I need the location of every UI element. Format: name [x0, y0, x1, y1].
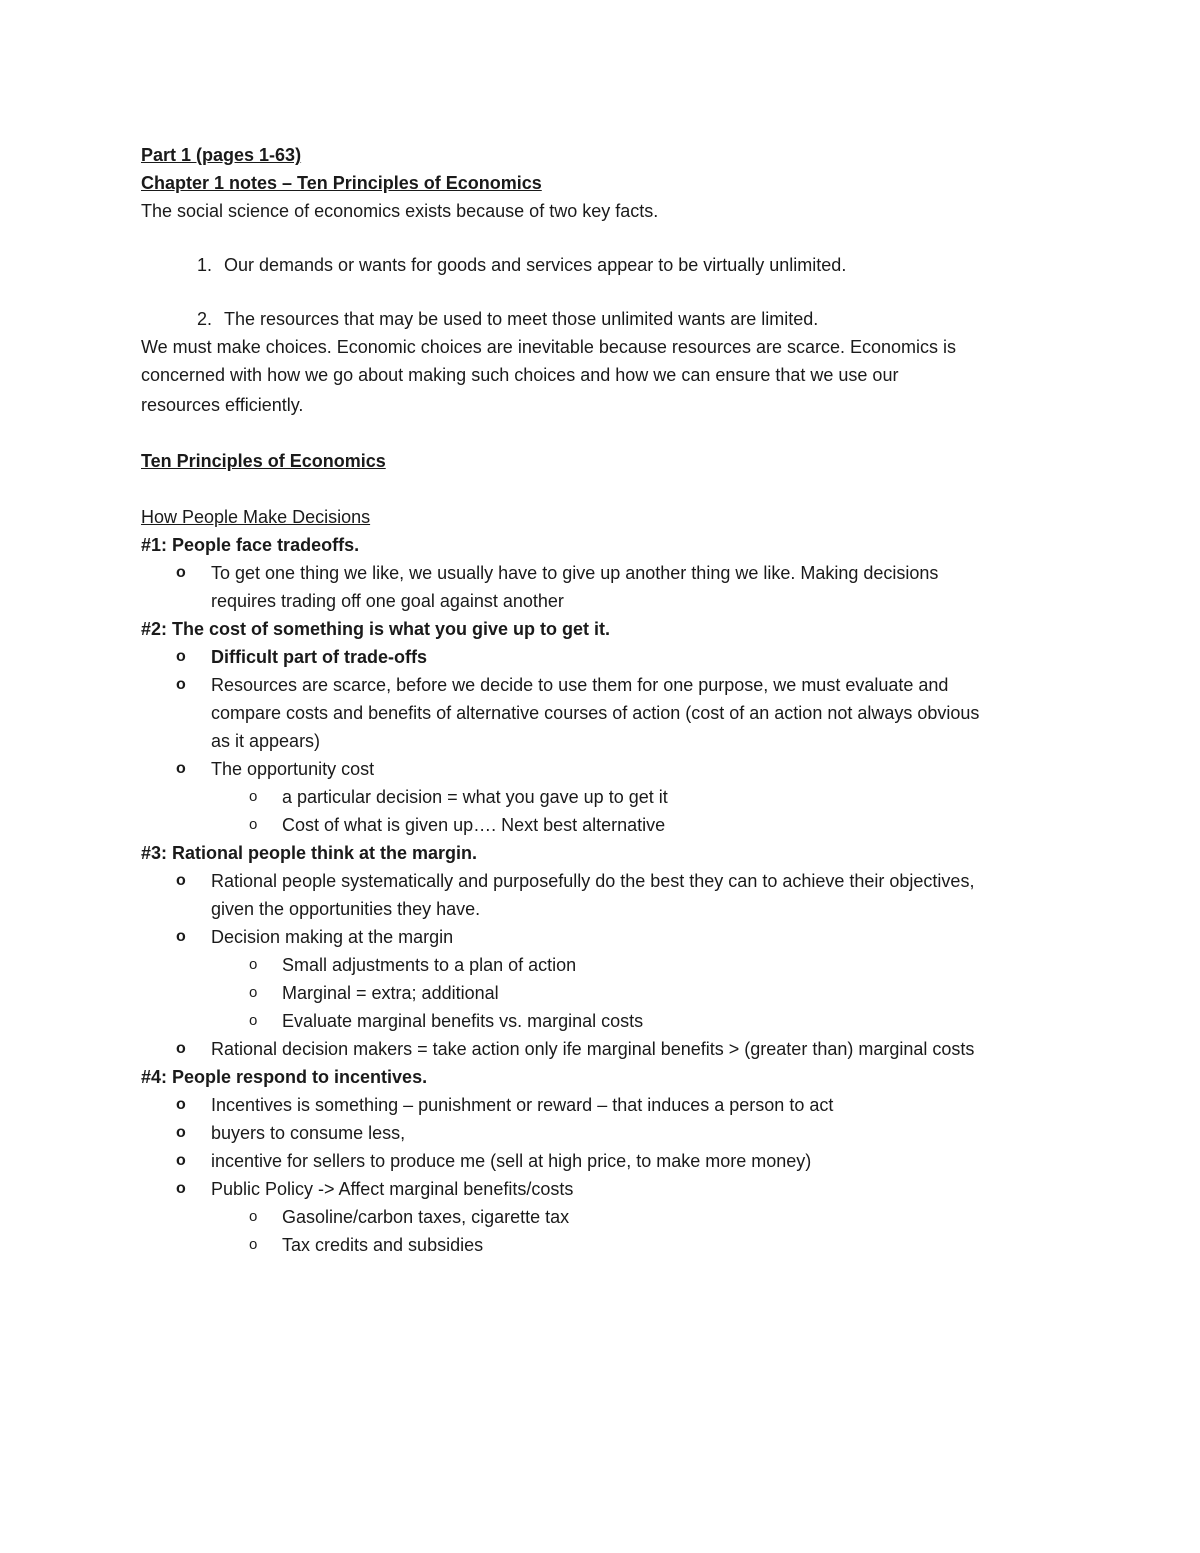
bullet-marker: o	[176, 872, 186, 889]
paragraph-line: concerned with how we go about making such choices and how we can ensure that we use our	[141, 365, 899, 385]
sub-bullet-marker: o	[249, 1012, 258, 1029]
numbered-item	[141, 305, 1071, 333]
bullet-marker: o	[176, 648, 186, 665]
bullet-item: o Decision making at the margin	[141, 923, 1071, 951]
paragraph-line: resources efficiently.	[141, 395, 304, 415]
bullet-item: o incentive for sellers to produce me (sell at high price, to make more money)	[141, 1147, 1071, 1175]
bullet-item: o Resources are scarce, before we decide to use them for one purpose, we must evaluate and	[141, 671, 1071, 699]
sub-bullet-item: o a particular decision = what you gave up to get it	[141, 783, 1071, 811]
bullet-marker: o	[176, 1040, 186, 1057]
sub-bullet-item: o Evaluate marginal benefits vs. marginal costs	[141, 1007, 1071, 1035]
bullet-item: o Public Policy -> Affect marginal benefits/costs	[141, 1175, 1071, 1203]
bullet-marker: o	[176, 1180, 186, 1197]
sub-bullet-item: o Cost of what is given up…. Next best alternative	[141, 811, 1071, 839]
bullet-item: o Rational people systematically and purposefully do the best they can to achieve their objectives,	[141, 867, 1071, 895]
numbered-item	[141, 251, 1071, 279]
paragraph-line: We must make choices. Economic choices are inevitable because resources are scarce. Economics is	[141, 337, 957, 357]
item-number: 1.	[196, 255, 212, 275]
bullet-continuation: given the opportunities they have.	[211, 899, 481, 919]
bullet-item: o The opportunity cost	[141, 755, 1071, 783]
bullet-item: o To get one thing we like, we usually have to give up another thing we like. Making decisions	[141, 559, 1071, 587]
sub-bullet-marker: o	[249, 956, 258, 973]
principle-title: #2: The cost of something is what you give up to get it.	[141, 619, 611, 639]
bullet-item: o Rational decision makers = take action only ife marginal benefits > (greater than) marginal costs	[141, 1035, 1071, 1063]
item-text: Our demands or wants for goods and services appear to be virtually unlimited.	[224, 255, 847, 275]
bullet-continuation: compare costs and benefits of alternative courses of action (cost of an action not always obvious	[211, 703, 980, 723]
principle-title: #1: People face tradeoffs.	[141, 535, 360, 555]
sub-bullet-marker: o	[249, 1208, 258, 1225]
sub-bullet-item: o Gasoline/carbon taxes, cigarette tax	[141, 1203, 1071, 1231]
item-number: 2.	[196, 309, 212, 329]
bullet-marker: o	[176, 676, 186, 693]
bullet-marker: o	[176, 1124, 186, 1141]
item-text: The resources that may be used to meet those unlimited wants are limited.	[224, 309, 819, 329]
bullet-continuation: as it appears)	[211, 731, 321, 751]
principle-title: #3: Rational people think at the margin.	[141, 843, 478, 863]
sub-bullet-marker: o	[249, 788, 258, 805]
bullet-continuation: requires trading off one goal against another	[211, 591, 564, 611]
sub-bullet-marker: o	[249, 1236, 258, 1253]
ten-principles-heading: Ten Principles of Economics	[141, 451, 386, 471]
bullet-item: o buyers to consume less,	[141, 1119, 1071, 1147]
principle-title: #4: People respond to incentives.	[141, 1067, 428, 1087]
bullet-marker: o	[176, 564, 186, 581]
bullet-marker: o	[176, 1096, 186, 1113]
subsection-heading: How People Make Decisions	[141, 507, 371, 527]
sub-bullet-marker: o	[249, 984, 258, 1001]
bullet-item: o Difficult part of trade-offs	[141, 643, 1071, 671]
intro-text: The social science of economics exists because of two key facts.	[141, 201, 659, 221]
bullet-marker: o	[176, 1152, 186, 1169]
bullet-marker: o	[176, 760, 186, 777]
chapter-heading: Chapter 1 notes – Ten Principles of Economics	[141, 173, 542, 193]
sub-bullet-marker: o	[249, 816, 258, 833]
document-content	[141, 141, 1071, 1259]
sub-bullet-item: o Marginal = extra; additional	[141, 979, 1071, 1007]
bullet-item: o Incentives is something – punishment or reward – that induces a person to act	[141, 1091, 1071, 1119]
sub-bullet-item: o Tax credits and subsidies	[141, 1231, 1071, 1259]
sub-bullet-item: o Small adjustments to a plan of action	[141, 951, 1071, 979]
bullet-marker: o	[176, 928, 186, 945]
part-heading: Part 1 (pages 1-63)	[141, 145, 302, 165]
